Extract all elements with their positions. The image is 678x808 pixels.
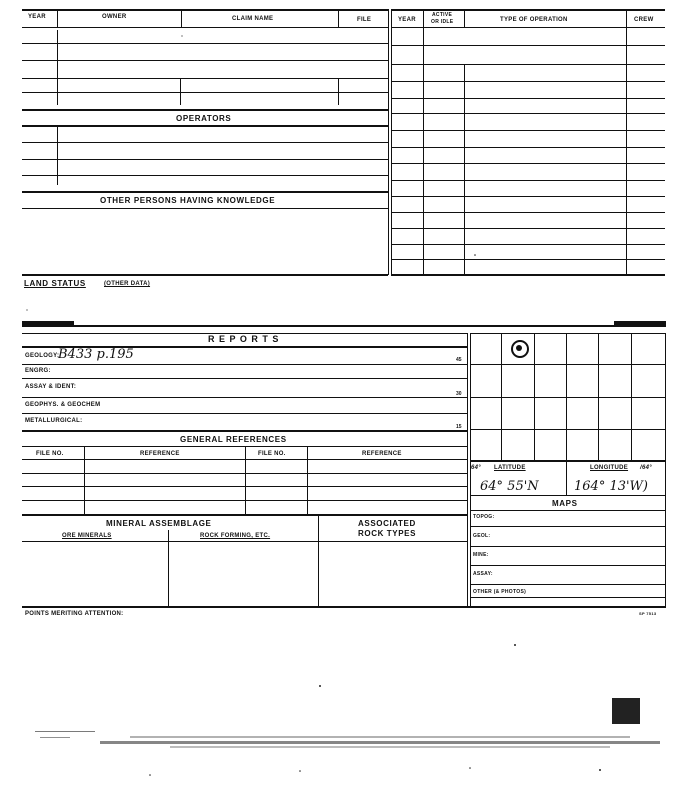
rock-types-text: ROCK TYPES [358, 529, 417, 538]
latitude-value: 64° 55'N [480, 479, 539, 494]
col-crew: CREW [634, 17, 654, 23]
col-claim-name: CLAIM NAME [232, 16, 274, 22]
metallurgical-label: METALLURGICAL: [25, 418, 83, 424]
file-no-1-header: FILE NO. [36, 451, 64, 457]
ore-minerals-header: ORE MINERALS [62, 533, 112, 539]
geology-value: B433 p.195 [58, 347, 134, 362]
longitude-label: LONGITUDE [590, 465, 629, 471]
maps-mine: MINE: [473, 552, 489, 558]
num-45: 45 [456, 357, 462, 363]
maps-heading: MAPS [552, 499, 578, 508]
num-30: 30 [456, 391, 462, 397]
land-status-label: LAND STATUS [24, 279, 86, 288]
long-suffix: /64° [640, 465, 652, 471]
mineral-assemblage-heading: MINERAL ASSEMBLAGE [106, 519, 212, 528]
reference-2-header: REFERENCE [362, 451, 402, 457]
rock-forming-header: ROCK FORMING, ETC. [200, 533, 271, 539]
col-owner: OWNER [102, 14, 127, 20]
maps-geol: GEOL: [473, 533, 491, 539]
col-year: YEAR [28, 14, 46, 20]
lat-prefix: 64° [471, 465, 481, 471]
maps-assay: ASSAY: [473, 571, 493, 577]
operators-heading: OPERATORS [176, 114, 232, 123]
other-persons-heading: OTHER PERSONS HAVING KNOWLEDGE [100, 196, 276, 205]
associated-label: ASSOCIATED [358, 519, 416, 528]
col-year-right: YEAR [398, 17, 416, 23]
col-file: FILE [357, 17, 372, 23]
assay-ident-label: ASSAY & IDENT: [25, 384, 77, 390]
col-type-of-operation: TYPE OF OPERATION [500, 17, 568, 23]
maps-topog: TOPOG: [473, 514, 495, 520]
longitude-value: 164° 13'W) [574, 479, 648, 494]
form-code: SP 7513 [639, 611, 657, 616]
land-status-note: (OTHER DATA) [104, 281, 151, 287]
file-no-2-header: FILE NO. [258, 451, 286, 457]
col-active: ACTIVE [432, 12, 453, 18]
latitude-label: LATITUDE [494, 465, 526, 471]
num-15: 15 [456, 424, 462, 430]
col-or-idle: OR IDLE [431, 19, 454, 25]
geology-label: GEOLOGY: [25, 353, 60, 359]
reports-heading: R E P O R T S [208, 334, 280, 344]
maps-other: OTHER (& PHOTOS) [473, 589, 527, 595]
general-references-heading: GENERAL REFERENCES [180, 435, 287, 444]
geophys-label: GEOPHYS. & GEOCHEM [25, 402, 101, 408]
reference-1-header: REFERENCE [140, 451, 180, 457]
points-meriting-attention: POINTS MERITING ATTENTION: [25, 611, 124, 617]
engrg-label: ENGRG: [25, 368, 51, 374]
